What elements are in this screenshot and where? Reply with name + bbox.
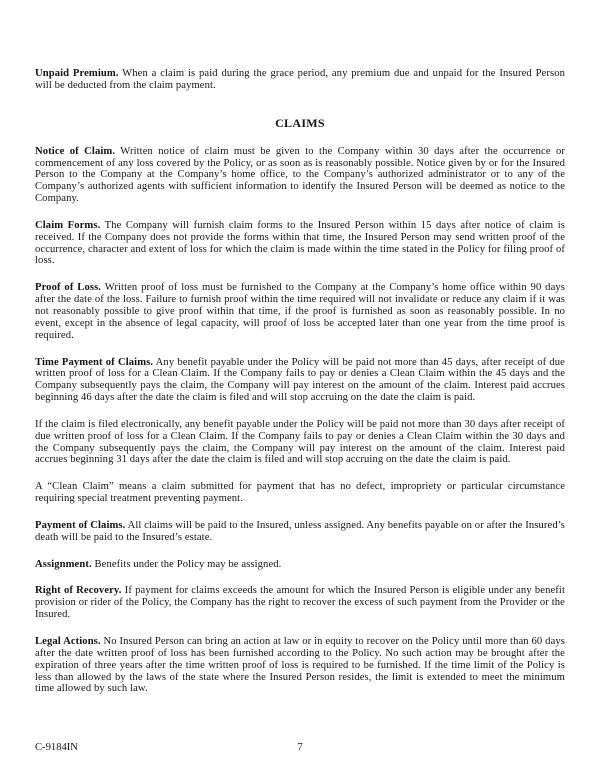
paragraph-proof-of-loss bbox=[35, 282, 565, 341]
paragraph-payment-of-claims bbox=[35, 520, 565, 544]
page-content bbox=[35, 68, 565, 710]
paragraph-text: Written notice of claim must be given to the Company within 30 days after the occurrence or commencement of any loss covered by the Policy, or as soon as is reasonably possible. Notice given by or for the Insured Person to the Company at the Company’s home office, to the Company’s authorized administrator or to any of the Company’s authorized agents with sufficient information to identify the Insured Person will be deemed as notice to the Company. bbox=[35, 145, 566, 205]
paragraph-text: When a claim is paid during the grace period, any premium due and unpaid for the Insured Person will be deducted from the claim payment. bbox=[35, 68, 566, 91]
paragraph-lead: Legal Actions. bbox=[35, 636, 101, 647]
paragraph-claim-forms bbox=[35, 220, 565, 267]
paragraph-text: No Insured Person can bring an action at law or in equity to recover on the Policy until more than 60 days after the date written proof of loss has been furnished according to the Policy. No such action may be brought after the expiration of three years after the time written proof of loss is required to be furnished. If the time limit of the Policy is less than allowed by the laws of the state where the Insured Person resides, the limit is extended to meet the minimum time allowed by such law. bbox=[35, 636, 565, 695]
section-heading-claims: CLAIMS bbox=[275, 115, 325, 130]
paragraph-text: Any benefit payable under the Policy will be paid not more than 45 days, after receipt of due written proof of loss for a Clean Claim. If the Company fails to pay or denies a Clean Claim within the 45 days and the Company subsequently pays the claim, the Company will pay interest on the amount of the claim. Interest paid accrues beginning 46 days after the date the claim is filed and will stop accruing on the date the claim is paid. bbox=[35, 356, 565, 404]
paragraph-lead: Proof of Loss. bbox=[35, 282, 102, 294]
paragraph-time-payment-of-claims bbox=[35, 357, 565, 404]
paragraph-lead: Payment of Claims. bbox=[35, 519, 126, 531]
paragraph-text: A “Clean Claim” means a claim submitted for payment that has no defect, impropriety or particular circumstance requiring special treatment preventing payment. bbox=[35, 481, 565, 505]
footer-form-number: C-9184IN bbox=[35, 742, 78, 753]
paragraph-right-of-recovery bbox=[35, 585, 565, 621]
paragraph-unpaid-premium bbox=[35, 68, 565, 92]
paragraph-text: If the claim is filed electronically, any benefit payable under the Policy will be paid not more than 30 days after receipt of due written proof of loss for a Clean Claim. If the Company fails to pay or denies a Clean Claim within the 30 days and the Company subsequently pays the claim, the Company will pay interest on the amount of the claim. Interest paid accrues beginning 31 days after the date the claim is filed and will stop accruing on the date the claim is paid. bbox=[35, 418, 565, 466]
paragraph-lead: Time Payment of Claims. bbox=[35, 356, 154, 368]
paragraph-legal-actions bbox=[35, 636, 565, 695]
paragraph-lead: Claim Forms. bbox=[35, 219, 101, 231]
paragraph-text: Written proof of loss must be furnished to the Company at the Company’s home office within 90 days after the date of the loss. Failure to furnish proof within the time required will not invalidate or reduce any claim if it was not reasonably possible to give proof within that time, if the proof is furnished as soon as reasonably possible. In no event, except in the absence of legal capacity, will proof of loss be accepted later than one year from the time proof is required. bbox=[35, 282, 565, 341]
paragraph-clean-claim-definition bbox=[35, 481, 565, 505]
paragraph-lead: Unpaid Premium. bbox=[35, 68, 119, 79]
paragraph-assignment bbox=[35, 559, 565, 571]
paragraph-lead: Assignment. bbox=[35, 558, 92, 570]
paragraph-text: If payment for claims exceeds the amount for which the Insured Person is eligible under any benefit provision or rider of the Policy, the Company has the right to recover the excess of such payment from the Provider or the Insured. bbox=[35, 585, 566, 621]
footer-page-number: 7 bbox=[297, 742, 303, 753]
paragraph-text: Benefits under the Policy may be assigned. bbox=[94, 558, 282, 570]
paragraph-text: The Company will furnish claim forms to the Insured Person within 15 days after notice of claim is received. If the Company does not provide the forms within that time, the Insured Person may send written proof of the occurrence, character and extent of loss for which the claim is made within the time stated in the Policy for filing proof of loss. bbox=[35, 219, 565, 267]
paragraph-lead: Notice of Claim. bbox=[35, 145, 116, 157]
paragraph-electronic-claims bbox=[35, 419, 565, 466]
paragraph-notice-of-claim bbox=[35, 146, 565, 205]
paragraph-text: All claims will be paid to the Insured, unless assigned. Any benefits payable on or after the Insured’s death will be paid to the Insured’s estate. bbox=[35, 519, 565, 543]
paragraph-lead: Right of Recovery. bbox=[35, 585, 122, 597]
